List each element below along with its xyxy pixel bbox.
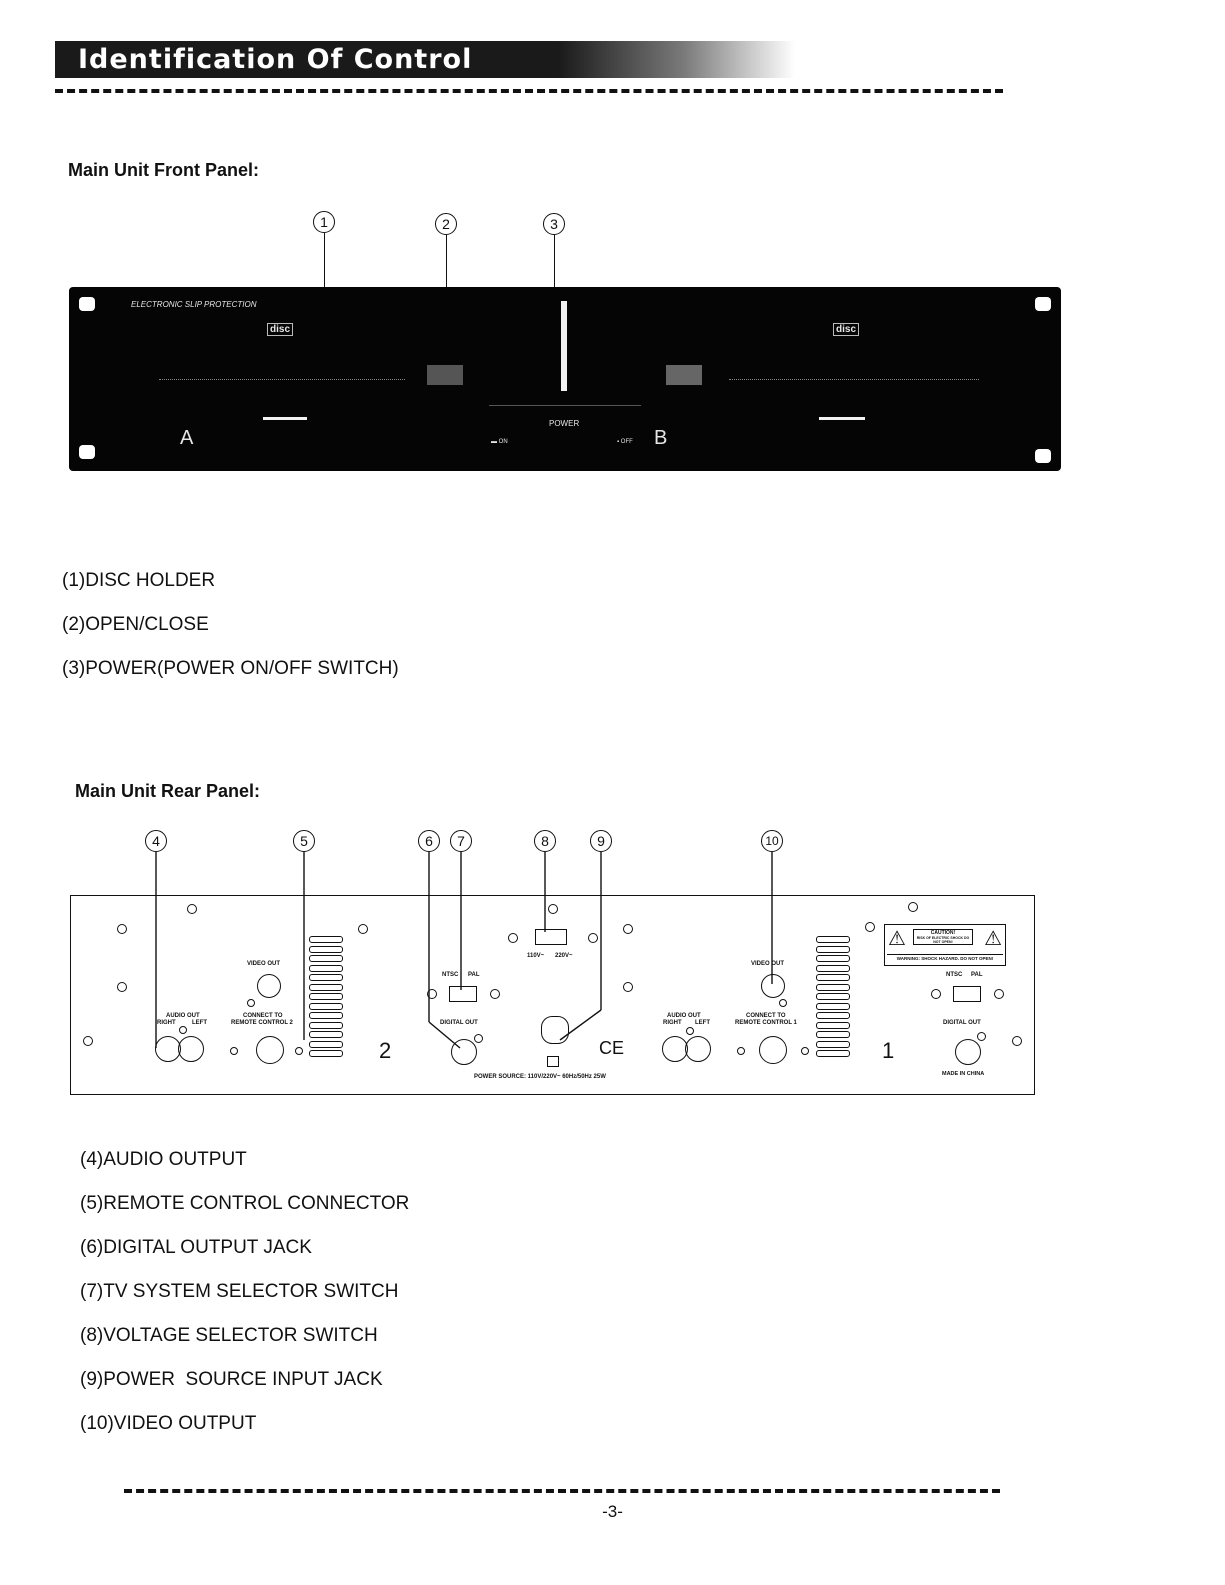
ce-mark: CE <box>599 1038 625 1058</box>
screw-hole <box>358 924 368 934</box>
vent-slots-1 <box>816 936 850 1060</box>
screw-hole <box>588 933 598 943</box>
screw-hole <box>83 1036 93 1046</box>
slip-protection-label: ELECTRONIC SLIP PROTECTION <box>131 300 257 309</box>
power-off-label: ▪ OFF <box>617 439 633 445</box>
rear-panel-illustration <box>70 895 1035 1095</box>
digital-out-label-1: DIGITAL OUT <box>943 1020 981 1026</box>
callout-4: 4 <box>145 830 167 852</box>
digital-out-jack-2 <box>451 1039 477 1065</box>
warning-triangle-icon: ⚠ <box>888 928 906 950</box>
audio-right-label-2: RIGHT <box>157 1020 176 1026</box>
screw-hole <box>1012 1036 1022 1046</box>
front-legend-1: (1)DISC HOLDER <box>62 570 216 591</box>
power-off-text: OFF <box>620 439 633 445</box>
screw-hole <box>623 982 633 992</box>
connect-to-label-2: CONNECT TO <box>243 1013 283 1019</box>
unit-2-label: 2 <box>379 1038 392 1063</box>
callout-5: 5 <box>293 830 315 852</box>
screw-hole <box>737 1047 745 1055</box>
video-out-label-2: VIDEO OUT <box>247 961 281 967</box>
footer-divider <box>124 1489 1000 1493</box>
audio-out-label-1: AUDIO OUT <box>667 1013 701 1019</box>
rear-panel-title: Main Unit Rear Panel: <box>75 781 261 801</box>
callout-8: 8 <box>534 830 556 852</box>
pal-label-1: PAL <box>971 972 983 978</box>
screw-hole <box>865 922 875 932</box>
power-source-label: POWER SOURCE: 110V/220V~ 60Hz/50Hz 25W <box>474 1074 606 1080</box>
disc-logo-a: disc <box>267 323 293 336</box>
callout-1: 1 <box>313 211 335 233</box>
remote-connector-1 <box>759 1036 787 1064</box>
screw-hole <box>295 1047 303 1055</box>
voltage-110-label: 110V~ <box>527 953 545 959</box>
rear-legend-5: (5)REMOTE CONTROL CONNECTOR <box>80 1193 410 1214</box>
rear-legend-6: (6)DIGITAL OUTPUT JACK <box>80 1237 312 1258</box>
caution-title: CAUTION! <box>930 930 956 936</box>
front-legend-2: (2)OPEN/CLOSE <box>62 614 209 635</box>
rear-legend-9: (9)POWER SOURCE INPUT JACK <box>80 1369 383 1390</box>
screw-hole <box>490 989 500 999</box>
screw-hole <box>977 1032 986 1041</box>
disc-logo-b: disc <box>833 323 859 336</box>
tv-system-switch-1 <box>953 986 981 1002</box>
audio-left-label-1: LEFT <box>695 1020 710 1026</box>
screw-hole <box>548 904 558 914</box>
pal-label-2: PAL <box>468 972 480 978</box>
vent-slots-2 <box>309 936 343 1060</box>
digital-out-label-2: DIGITAL OUT <box>440 1020 478 1026</box>
screw-hole <box>117 982 127 992</box>
voltage-220-label: 220V~ <box>555 953 573 959</box>
audio-out-left-jack-1 <box>685 1036 711 1062</box>
warning-text: WARNING: SHOCK HAZARD. DO NOT OPEN! <box>887 954 1003 961</box>
screw-hole <box>994 989 1004 999</box>
screw-hole <box>908 902 918 912</box>
page-title: Identification Of Control <box>78 44 473 75</box>
fuse-holder <box>547 1056 559 1067</box>
voltage-selector-switch <box>535 929 567 945</box>
screw-hole <box>508 933 518 943</box>
audio-out-left-jack-2 <box>178 1036 204 1062</box>
screw-hole <box>247 999 255 1007</box>
screw-hole <box>779 999 787 1007</box>
rear-legend-8: (8)VOLTAGE SELECTOR SWITCH <box>80 1325 378 1346</box>
remote-connector-2 <box>256 1036 284 1064</box>
caution-box <box>913 929 973 945</box>
callout-2: 2 <box>435 213 457 235</box>
ntsc-label-2: NTSC <box>442 972 459 978</box>
ntsc-label-1: NTSC <box>946 972 963 978</box>
power-on-label: ▬ ON <box>491 439 508 445</box>
screw-hole <box>117 924 127 934</box>
screw-hole <box>179 1026 187 1034</box>
video-out-jack-2 <box>257 974 281 998</box>
remote-control-1-label: REMOTE CONTROL 1 <box>735 1020 797 1026</box>
callout-7: 7 <box>450 830 472 852</box>
deck-a-label: A <box>180 427 194 449</box>
remote-control-2-label: REMOTE CONTROL 2 <box>231 1020 293 1026</box>
front-panel-title: Main Unit Front Panel: <box>68 160 259 180</box>
digital-out-jack-1 <box>955 1039 981 1065</box>
deck-b-label: B <box>654 427 668 449</box>
screw-hole <box>187 904 197 914</box>
rear-legend-7: (7)TV SYSTEM SELECTOR SWITCH <box>80 1281 399 1302</box>
callout-10: 10 <box>761 830 783 852</box>
connect-to-label-1: CONNECT TO <box>746 1013 786 1019</box>
video-out-jack-1 <box>761 974 785 998</box>
rear-legend-10: (10)VIDEO OUTPUT <box>80 1413 257 1434</box>
callout-9: 9 <box>590 830 612 852</box>
power-on-text: ON <box>498 439 508 445</box>
rear-legend-4: (4)AUDIO OUTPUT <box>80 1149 247 1170</box>
callout-3: 3 <box>543 213 565 235</box>
power-label: POWER <box>549 419 580 428</box>
made-in-label: MADE IN CHINA <box>942 1071 985 1077</box>
screw-hole <box>623 924 633 934</box>
audio-right-label-1: RIGHT <box>663 1020 682 1026</box>
screw-hole <box>230 1047 238 1055</box>
caution-label <box>884 924 1006 966</box>
unit-1-label: 1 <box>882 1038 895 1063</box>
video-out-label-1: VIDEO OUT <box>751 961 785 967</box>
screw-hole <box>931 989 941 999</box>
screw-hole <box>686 1027 694 1035</box>
screw-hole <box>801 1047 809 1055</box>
screw-hole <box>427 989 437 999</box>
power-source-input-jack <box>541 1016 569 1044</box>
callout-6: 6 <box>418 830 440 852</box>
audio-out-label-2: AUDIO OUT <box>166 1013 200 1019</box>
tv-system-switch-2 <box>449 986 477 1002</box>
caution-subtitle: RISK OF ELECTRIC SHOCK DO NOT OPEN! <box>916 936 970 944</box>
page-number: -3- <box>602 1502 623 1521</box>
front-legend-3: (3)POWER(POWER ON/OFF SWITCH) <box>62 658 399 679</box>
audio-left-label-2: LEFT <box>192 1020 207 1026</box>
warning-triangle-icon: ⚠ <box>984 928 1002 950</box>
screw-hole <box>474 1034 483 1043</box>
